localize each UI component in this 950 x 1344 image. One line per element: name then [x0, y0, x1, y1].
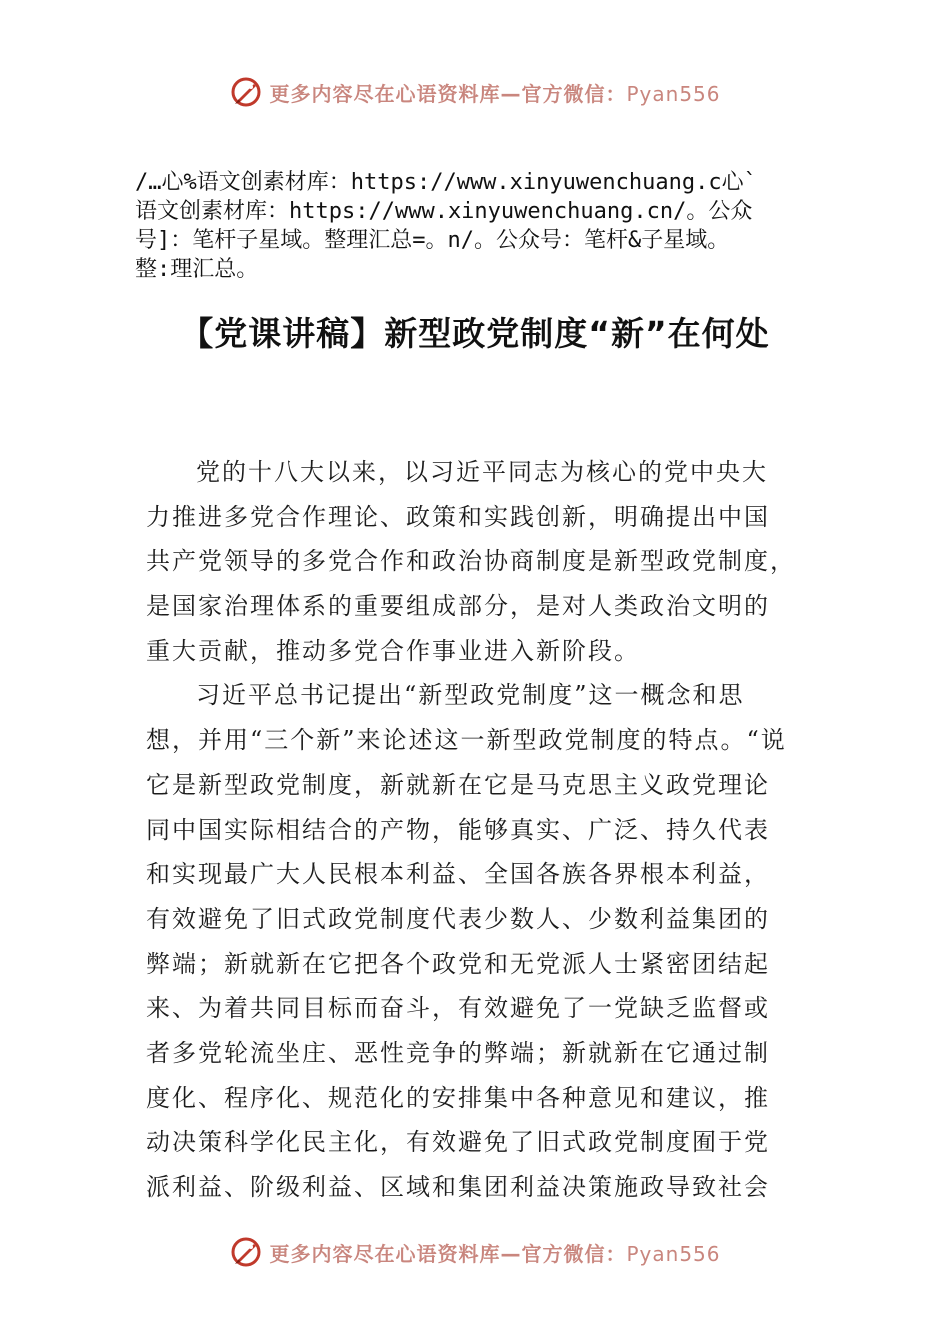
text-line: 它是新型政党制度，新就新在它是马克思主义政党理论 — [146, 770, 770, 799]
document-body — [146, 450, 816, 1210]
text-line: 同中国实际相结合的产物，能够真实、广泛、持久代表 — [146, 815, 770, 844]
text-line: 习近平总书记提出“新型政党制度”这一概念和思 — [196, 681, 745, 710]
header-watermark — [0, 72, 950, 112]
footer-watermark — [0, 1232, 950, 1272]
source-line: /…心%语文创素材库：https://www.xinyuwenchuang.c心` — [135, 170, 757, 195]
watermark-text: 更多内容尽在心语资料库—官方微信： — [269, 1241, 627, 1266]
text-line: 想，并用“三个新”来论述这一新型政党制度的特点。“说 — [146, 726, 787, 755]
paragraph-2 — [146, 673, 816, 1209]
text-line: 力推进多党合作理论、政策和实践创新，明确提出中国 — [146, 502, 770, 531]
watermark-wechat-id: Pyan556 — [626, 81, 721, 106]
text-line: 度化、程序化、规范化的安排集中各种意见和建议，推 — [146, 1083, 770, 1112]
text-line: 动决策科学化民主化，有效避免了旧式政党制度囿于党 — [146, 1128, 770, 1157]
watermark-wechat-id: Pyan556 — [626, 1241, 721, 1266]
pen-logo-icon — [229, 75, 263, 109]
source-text-block — [135, 168, 865, 284]
text-line: 是国家治理体系的重要组成部分，是对人类政治文明的 — [146, 592, 770, 621]
text-line: 和实现最广大人民根本利益、全国各族各界根本利益， — [146, 860, 770, 889]
watermark-text: 更多内容尽在心语资料库—官方微信： — [269, 81, 627, 106]
source-line: 语文创素材库：https://www.xinyuwenchuang.cn/。公众 — [135, 199, 753, 224]
text-line: 弊端；新就新在它把各个政党和无党派人士紧密团结起 — [146, 949, 770, 978]
text-line: 派利益、阶级利益、区域和集团利益决策施政导致社会 — [146, 1173, 770, 1201]
source-line: 号]：笔杆子星域。整理汇总=。n/。公众号：笔杆&子星域。 — [135, 228, 730, 253]
text-line: 重大贡献，推动多党合作事业进入新阶段。 — [146, 636, 640, 665]
text-line: 共产党领导的多党合作和政治协商制度是新型政党制度， — [146, 547, 796, 576]
pen-logo-icon — [229, 1235, 263, 1269]
document-title: 【党课讲稿】新型政党制度“新”在何处 — [180, 314, 770, 353]
text-line: 党的十八大以来，以习近平同志为核心的党中央大 — [196, 458, 768, 486]
text-line: 有效避免了旧式政党制度代表少数人、少数利益集团的 — [146, 904, 770, 933]
source-line: 整:理汇总。 — [135, 257, 259, 282]
paragraph-1 — [146, 450, 816, 673]
text-line: 者多党轮流坐庄、恶性竞争的弊端；新就新在它通过制 — [146, 1038, 770, 1067]
text-line: 来、为着共同目标而奋斗，有效避免了一党缺乏监督或 — [146, 994, 770, 1023]
